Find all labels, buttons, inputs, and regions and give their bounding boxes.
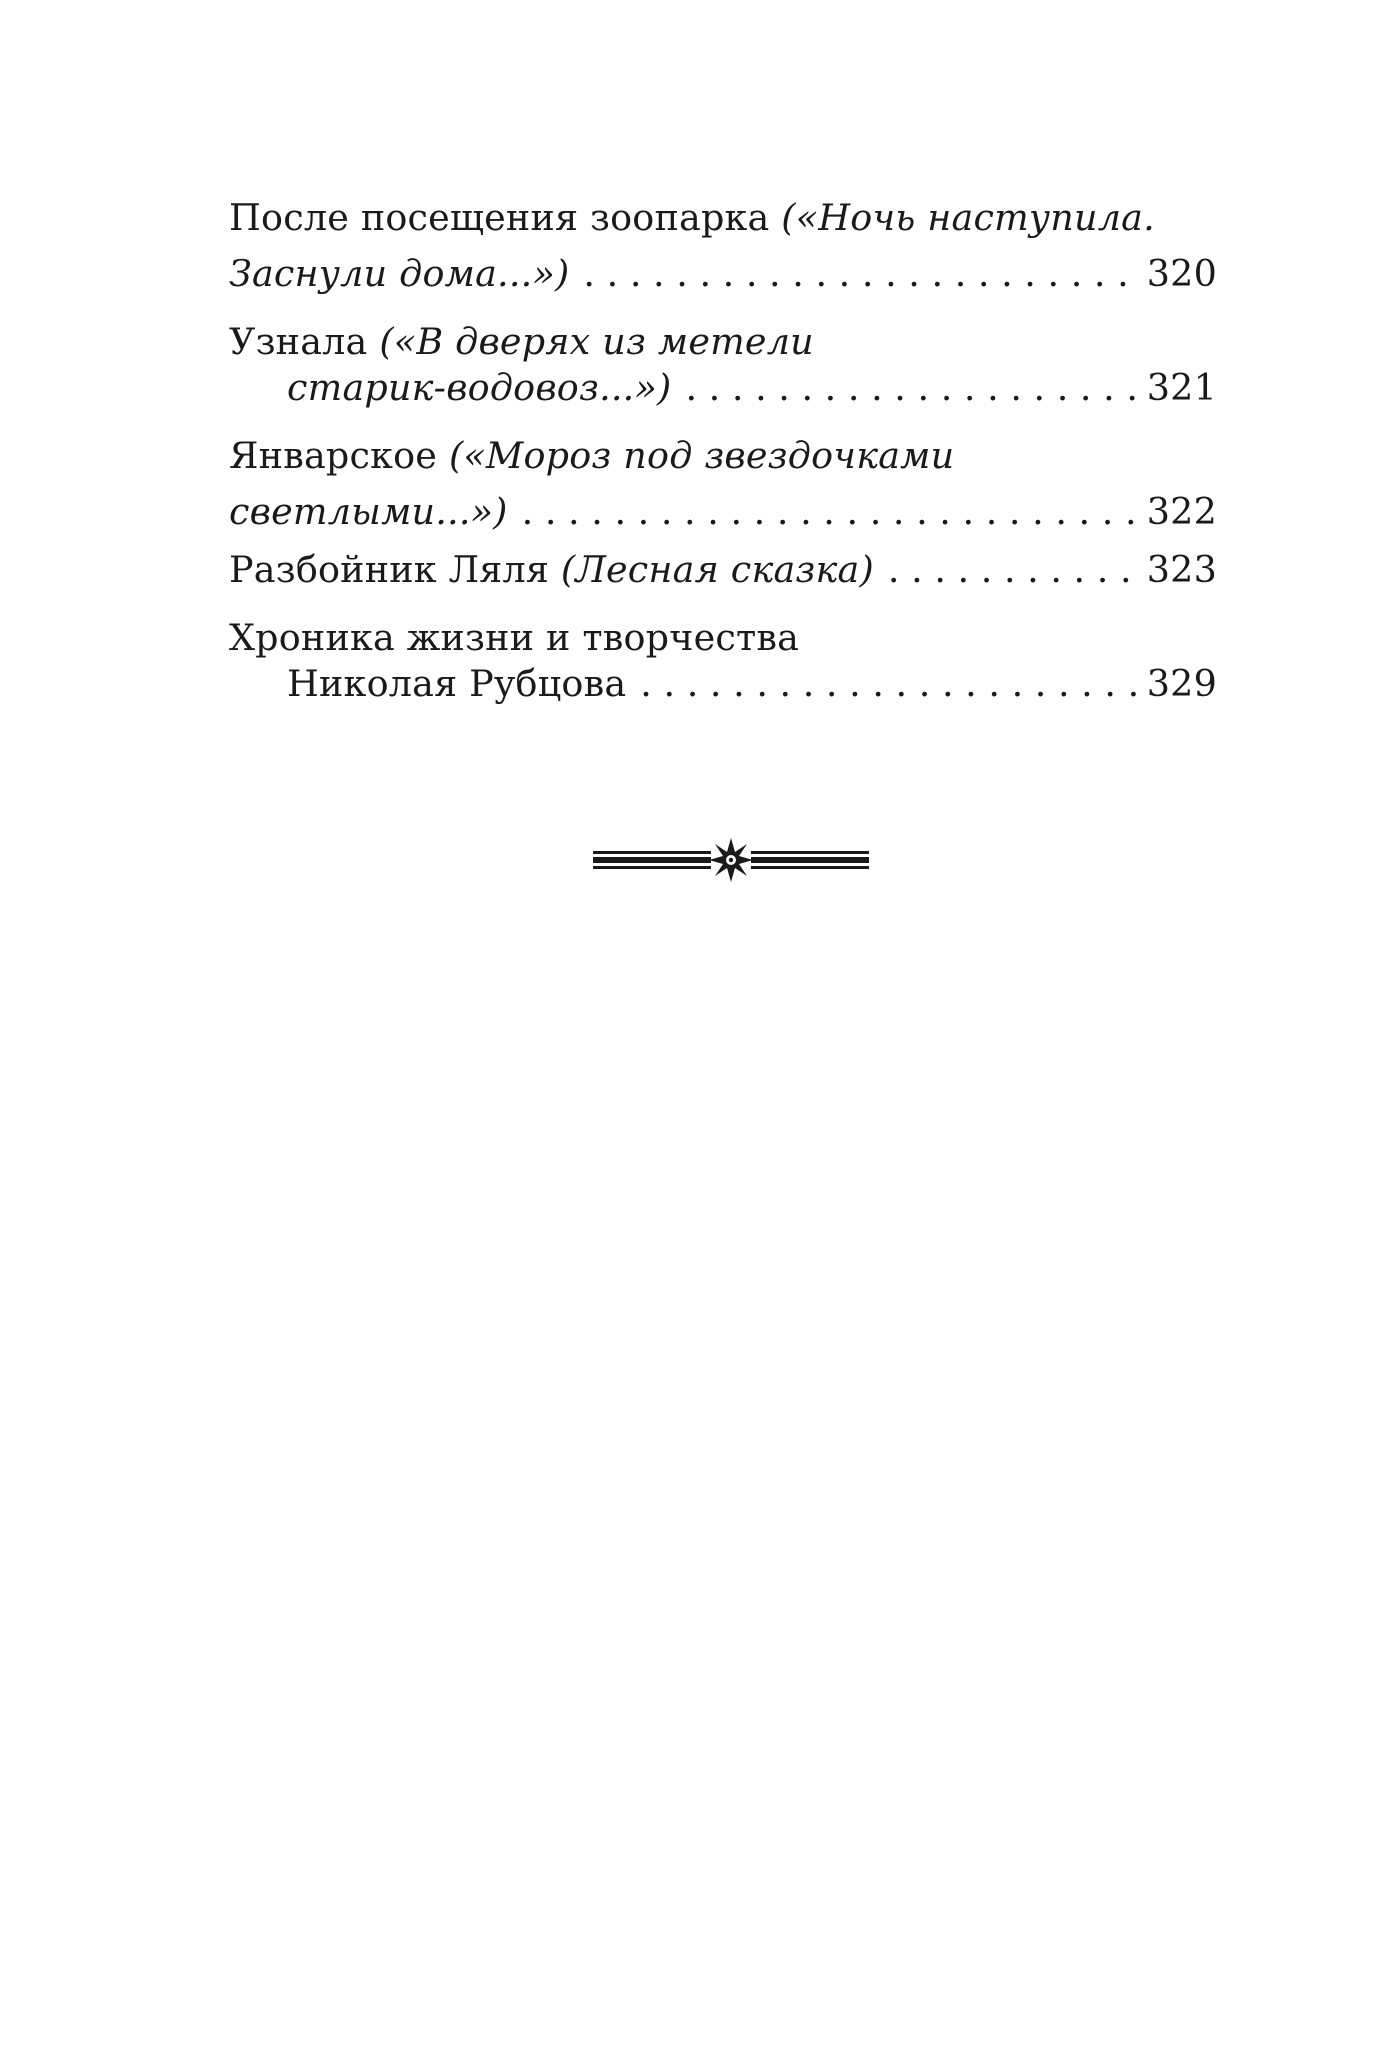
toc-entry-subtitle: («Мороз под звездочками [448, 434, 955, 477]
toc-entry-title: Узнала [229, 320, 368, 363]
toc-entry-line [229, 366, 1217, 422]
leader-dots [583, 252, 1136, 295]
toc-entry-page: 320 [1146, 252, 1217, 295]
leader-dots [888, 548, 1137, 591]
toc-entry-line [229, 662, 1217, 718]
toc-entry-title: Хроника жизни и творчества [229, 616, 800, 659]
toc-entry-line [229, 616, 1217, 662]
toc-entry-page: 323 [1146, 548, 1217, 591]
toc-entry-page: 322 [1146, 490, 1217, 533]
toc-entry-title: Николая Рубцова [287, 662, 627, 705]
star-divider-icon [593, 830, 869, 890]
toc-entry-line [229, 252, 1217, 308]
toc-entry-page: 321 [1146, 366, 1217, 409]
table-of-contents [229, 196, 1217, 718]
toc-entry[interactable] [229, 196, 1217, 308]
toc-entry-line [229, 196, 1217, 252]
toc-entry-line [229, 320, 1217, 366]
toc-entry-title: Разбойник Ляля [229, 548, 550, 591]
toc-entry-subtitle: светлыми...») [229, 490, 508, 533]
toc-entry[interactable] [229, 548, 1217, 604]
leader-dots [685, 366, 1136, 409]
toc-entry-line [229, 434, 1217, 490]
toc-entry-title: После посещения зоопарка [229, 196, 770, 239]
toc-entry[interactable] [229, 434, 1217, 546]
toc-entry-subtitle: (Лесная сказка) [560, 548, 874, 591]
leader-dots [640, 662, 1136, 705]
toc-entry-subtitle: старик-водовоз...») [287, 366, 672, 409]
toc-entry-subtitle: Заснули дома...») [229, 252, 570, 295]
toc-entry-subtitle: («В дверях из метели [379, 320, 814, 363]
toc-entry-line [229, 490, 1217, 546]
toc-entry[interactable] [229, 616, 1217, 718]
leader-dots [522, 490, 1137, 533]
toc-entry[interactable] [229, 320, 1217, 422]
toc-entry-title: Январское [229, 434, 438, 477]
toc-entry-subtitle: («Ночь наступила. [781, 196, 1155, 239]
toc-entry-line [229, 548, 1217, 604]
toc-entry-page: 329 [1146, 662, 1217, 705]
